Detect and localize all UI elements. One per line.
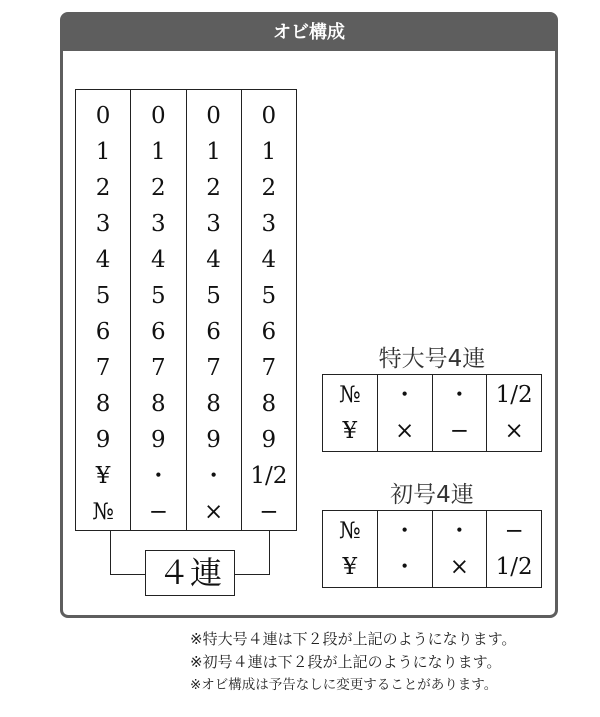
- band-cell: 0: [95, 103, 111, 129]
- band-cell: −: [259, 499, 279, 525]
- band-cell: 6: [151, 319, 166, 345]
- band-cell: ¥: [95, 463, 111, 489]
- shogo-cell: ×: [449, 554, 470, 580]
- band-cell: 5: [151, 283, 166, 309]
- band-cell: 6: [95, 319, 111, 345]
- band-cell: 5: [95, 283, 111, 309]
- band-cell: 2: [95, 175, 111, 201]
- band-cell: 4: [206, 247, 221, 273]
- tokudai-column-4: [487, 375, 541, 451]
- band-cell: 0: [151, 103, 166, 129]
- band-cell: 1/2: [250, 463, 288, 489]
- band-cell: 8: [95, 391, 111, 417]
- shogo-table: [322, 510, 542, 588]
- shogo-cell: ・: [447, 518, 471, 544]
- band-cell: 3: [151, 211, 166, 237]
- band-cell: 3: [261, 211, 277, 237]
- tokudai-cell: ×: [504, 418, 524, 444]
- band-cell: 7: [261, 355, 277, 381]
- band-cell: 9: [151, 427, 166, 453]
- tokudai-cell: ・: [393, 382, 417, 408]
- band-cell: 3: [95, 211, 111, 237]
- band-cell: ×: [203, 499, 224, 525]
- band-cell: 6: [261, 319, 277, 345]
- tokudai-table: [322, 374, 542, 452]
- band-cell: 0: [206, 103, 221, 129]
- tokudai-cell: 1/2: [495, 382, 533, 408]
- band-cell: 7: [95, 355, 111, 381]
- shogo-cell: −: [504, 518, 524, 544]
- tokudai-column-1: [323, 375, 378, 451]
- band-cell: 9: [206, 427, 221, 453]
- band-count-label: ４連: [145, 550, 235, 596]
- shogo-column-1: [323, 511, 378, 587]
- band-cell: 2: [261, 175, 277, 201]
- shogo-cell: 1/2: [495, 554, 533, 580]
- band-cell: ・: [202, 463, 226, 489]
- band-column-1: [76, 90, 131, 530]
- tokudai-cell: −: [449, 418, 470, 444]
- band-cell: 1: [151, 139, 166, 165]
- band-cell: 9: [261, 427, 277, 453]
- shogo-cell: ¥: [342, 554, 358, 580]
- band-cell: №: [92, 499, 114, 525]
- band-column-4: [242, 90, 296, 530]
- band-table: [75, 89, 297, 531]
- band-cell: 1: [261, 139, 277, 165]
- band-cell: 4: [151, 247, 166, 273]
- note-item: ※初号４連は下２段が上記のようになります。: [190, 653, 502, 671]
- shogo-title: 初号4連: [390, 482, 474, 508]
- band-column-2: [131, 90, 186, 530]
- band-cell: 8: [261, 391, 277, 417]
- tokudai-column-3: [433, 375, 488, 451]
- band-cell: 6: [206, 319, 221, 345]
- band-column-3: [187, 90, 242, 530]
- shogo-column-3: [433, 511, 488, 587]
- band-cell: 1: [95, 139, 111, 165]
- note-item: ※特大号４連は下２段が上記のようになります。: [190, 630, 517, 648]
- band-cell: 1: [206, 139, 221, 165]
- band-cell: 3: [206, 211, 221, 237]
- note-item: ※オビ構成は予告なしに変更することがあります。: [190, 677, 498, 693]
- band-cell: 7: [206, 355, 221, 381]
- band-cell: 4: [261, 247, 277, 273]
- band-cell: 8: [206, 391, 221, 417]
- band-cell: ・: [146, 463, 170, 489]
- tokudai-column-2: [378, 375, 433, 451]
- band-cell: 8: [151, 391, 166, 417]
- shogo-column-4: [487, 511, 541, 587]
- panel-title: オビ構成: [63, 15, 555, 51]
- tokudai-title: 特大号4連: [378, 346, 486, 372]
- shogo-cell: ・: [393, 518, 417, 544]
- shogo-column-2: [378, 511, 433, 587]
- band-cell: 0: [261, 103, 277, 129]
- tokudai-cell: ・: [447, 382, 471, 408]
- band-cell: 4: [95, 247, 111, 273]
- band-cell: 5: [261, 283, 277, 309]
- notes: [190, 628, 516, 697]
- shogo-cell: №: [338, 518, 361, 544]
- tokudai-cell: №: [338, 382, 361, 408]
- band-cell: 9: [95, 427, 111, 453]
- tokudai-cell: ¥: [342, 418, 358, 444]
- band-cell: 7: [151, 355, 166, 381]
- tokudai-cell: ×: [394, 418, 415, 444]
- band-cell: 5: [206, 283, 221, 309]
- band-cell: 2: [206, 175, 221, 201]
- band-cell: 2: [151, 175, 166, 201]
- shogo-cell: ・: [393, 554, 417, 580]
- band-cell: −: [148, 499, 169, 525]
